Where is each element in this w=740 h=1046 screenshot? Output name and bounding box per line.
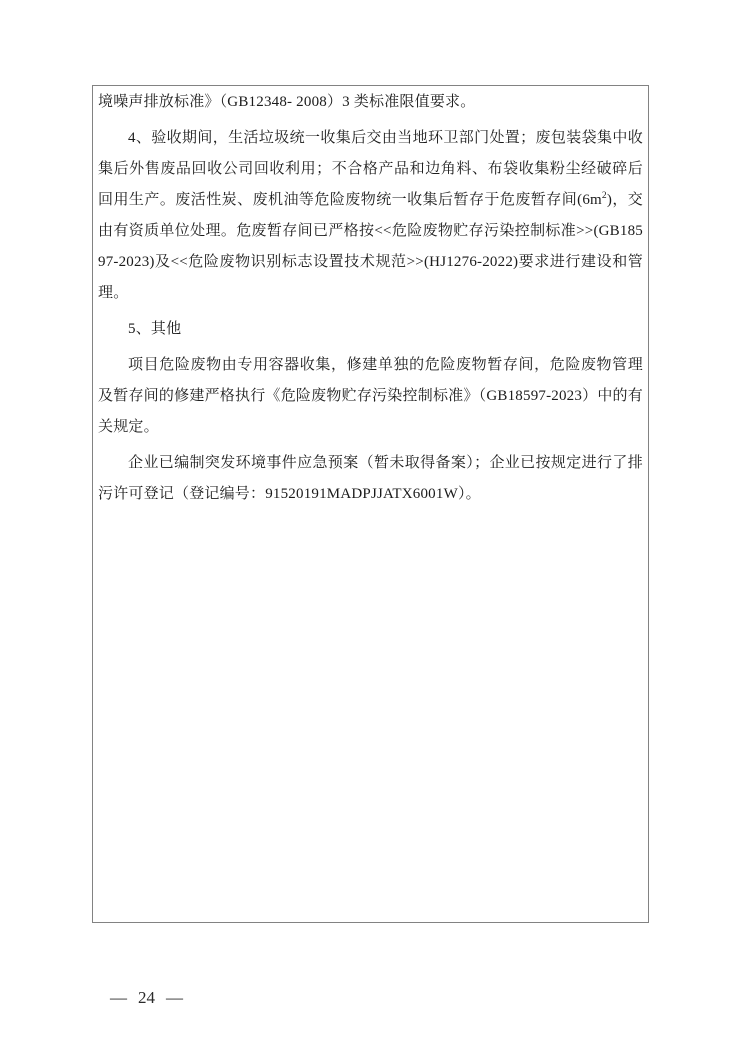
page-number: 24	[138, 988, 155, 1007]
footer-dash-left: —	[110, 988, 127, 1007]
report-text-cell	[92, 85, 649, 923]
paragraph: 项目危险废物由专用容器收集，修建单独的危险废物暂存间，危险废物管理及暂存间的修建严格执行《危险废物贮存污染控制标准》（GB18597-2023）中的有关规定。	[98, 357, 643, 435]
paragraph: 5、其他	[128, 321, 182, 337]
page-footer	[110, 988, 183, 1008]
paragraph: 境噪声排放标准》（GB12348- 2008）3 类标准限值要求。	[98, 94, 476, 110]
superscript: 2	[601, 191, 607, 201]
paragraph: 企业已编制突发环境事件应急预案（暂未取得备案）；企业已按规定进行了排污许可登记（登记编号：91520191MADPJJATX6001W）。	[98, 455, 643, 502]
paragraph: 4、验收期间，生活垃圾统一收集后交由当地环卫部门处置；废包装袋集中收集后外售废品回收公司回收利用；不合格产品和边角料、布袋收集粉尘经破碎后回用生产。废活性炭、废机油等危险废物统一收集后暂存于危废暂存间$(6m^2)$，交由有资质单位处理。危废暂存间已严格按<<危险废物贮存污染控制标准>>(GB18597-2023)及<<危险废物识别标志设置技术规范>>(HJ1276-2022)要求进行建设和管理。	[98, 130, 643, 301]
footer-dash-right: —	[166, 988, 183, 1007]
